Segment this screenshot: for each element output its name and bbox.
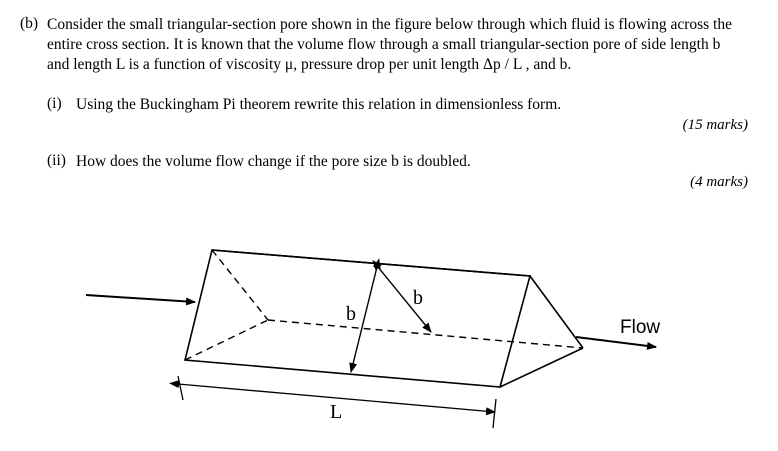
outlet-flow-arrow	[576, 337, 656, 347]
prism-front-face	[185, 250, 530, 387]
hidden-inlet-bottom	[185, 320, 268, 360]
prism-solid-edges	[185, 250, 583, 387]
sub-question-i-label: (i)	[47, 95, 62, 112]
prism-end-bottom	[500, 348, 583, 387]
intro-line-1: Consider the small triangular-section pore shown in the figure below through which fluid is flowing across the	[47, 16, 732, 33]
dimension-b-slant	[378, 267, 431, 332]
intro-line-3: and length L is a function of viscosity μ, pressure drop per unit length Δp / L , and b.	[47, 56, 572, 73]
sub-question-i-marks: (15 marks)	[682, 117, 748, 133]
inlet-flow-arrow	[86, 295, 195, 302]
prism-hidden-edges	[185, 250, 583, 360]
prism-end-ridge	[530, 276, 583, 348]
hidden-inlet-ridge	[212, 250, 268, 320]
label-flow: Flow	[620, 317, 661, 338]
prism-top-edge	[212, 250, 530, 276]
sub-question-ii-label: (ii)	[47, 152, 66, 169]
intro-line-2: entire cross section. It is known that the volume flow through a small triangular-section pore of side length b	[47, 36, 721, 53]
sub-question-ii-text: How does the volume flow change if the pore size b is doubled.	[76, 153, 471, 170]
sub-question-ii-marks: (4 marks)	[690, 174, 748, 190]
label-b-slant: b	[413, 287, 423, 309]
label-length: L	[330, 401, 343, 423]
label-b-vertical: b	[346, 303, 356, 325]
sub-question-i-text: Using the Buckingham Pi theorem rewrite this relation in dimensionless form.	[76, 96, 562, 113]
part-label: (b)	[20, 15, 39, 32]
